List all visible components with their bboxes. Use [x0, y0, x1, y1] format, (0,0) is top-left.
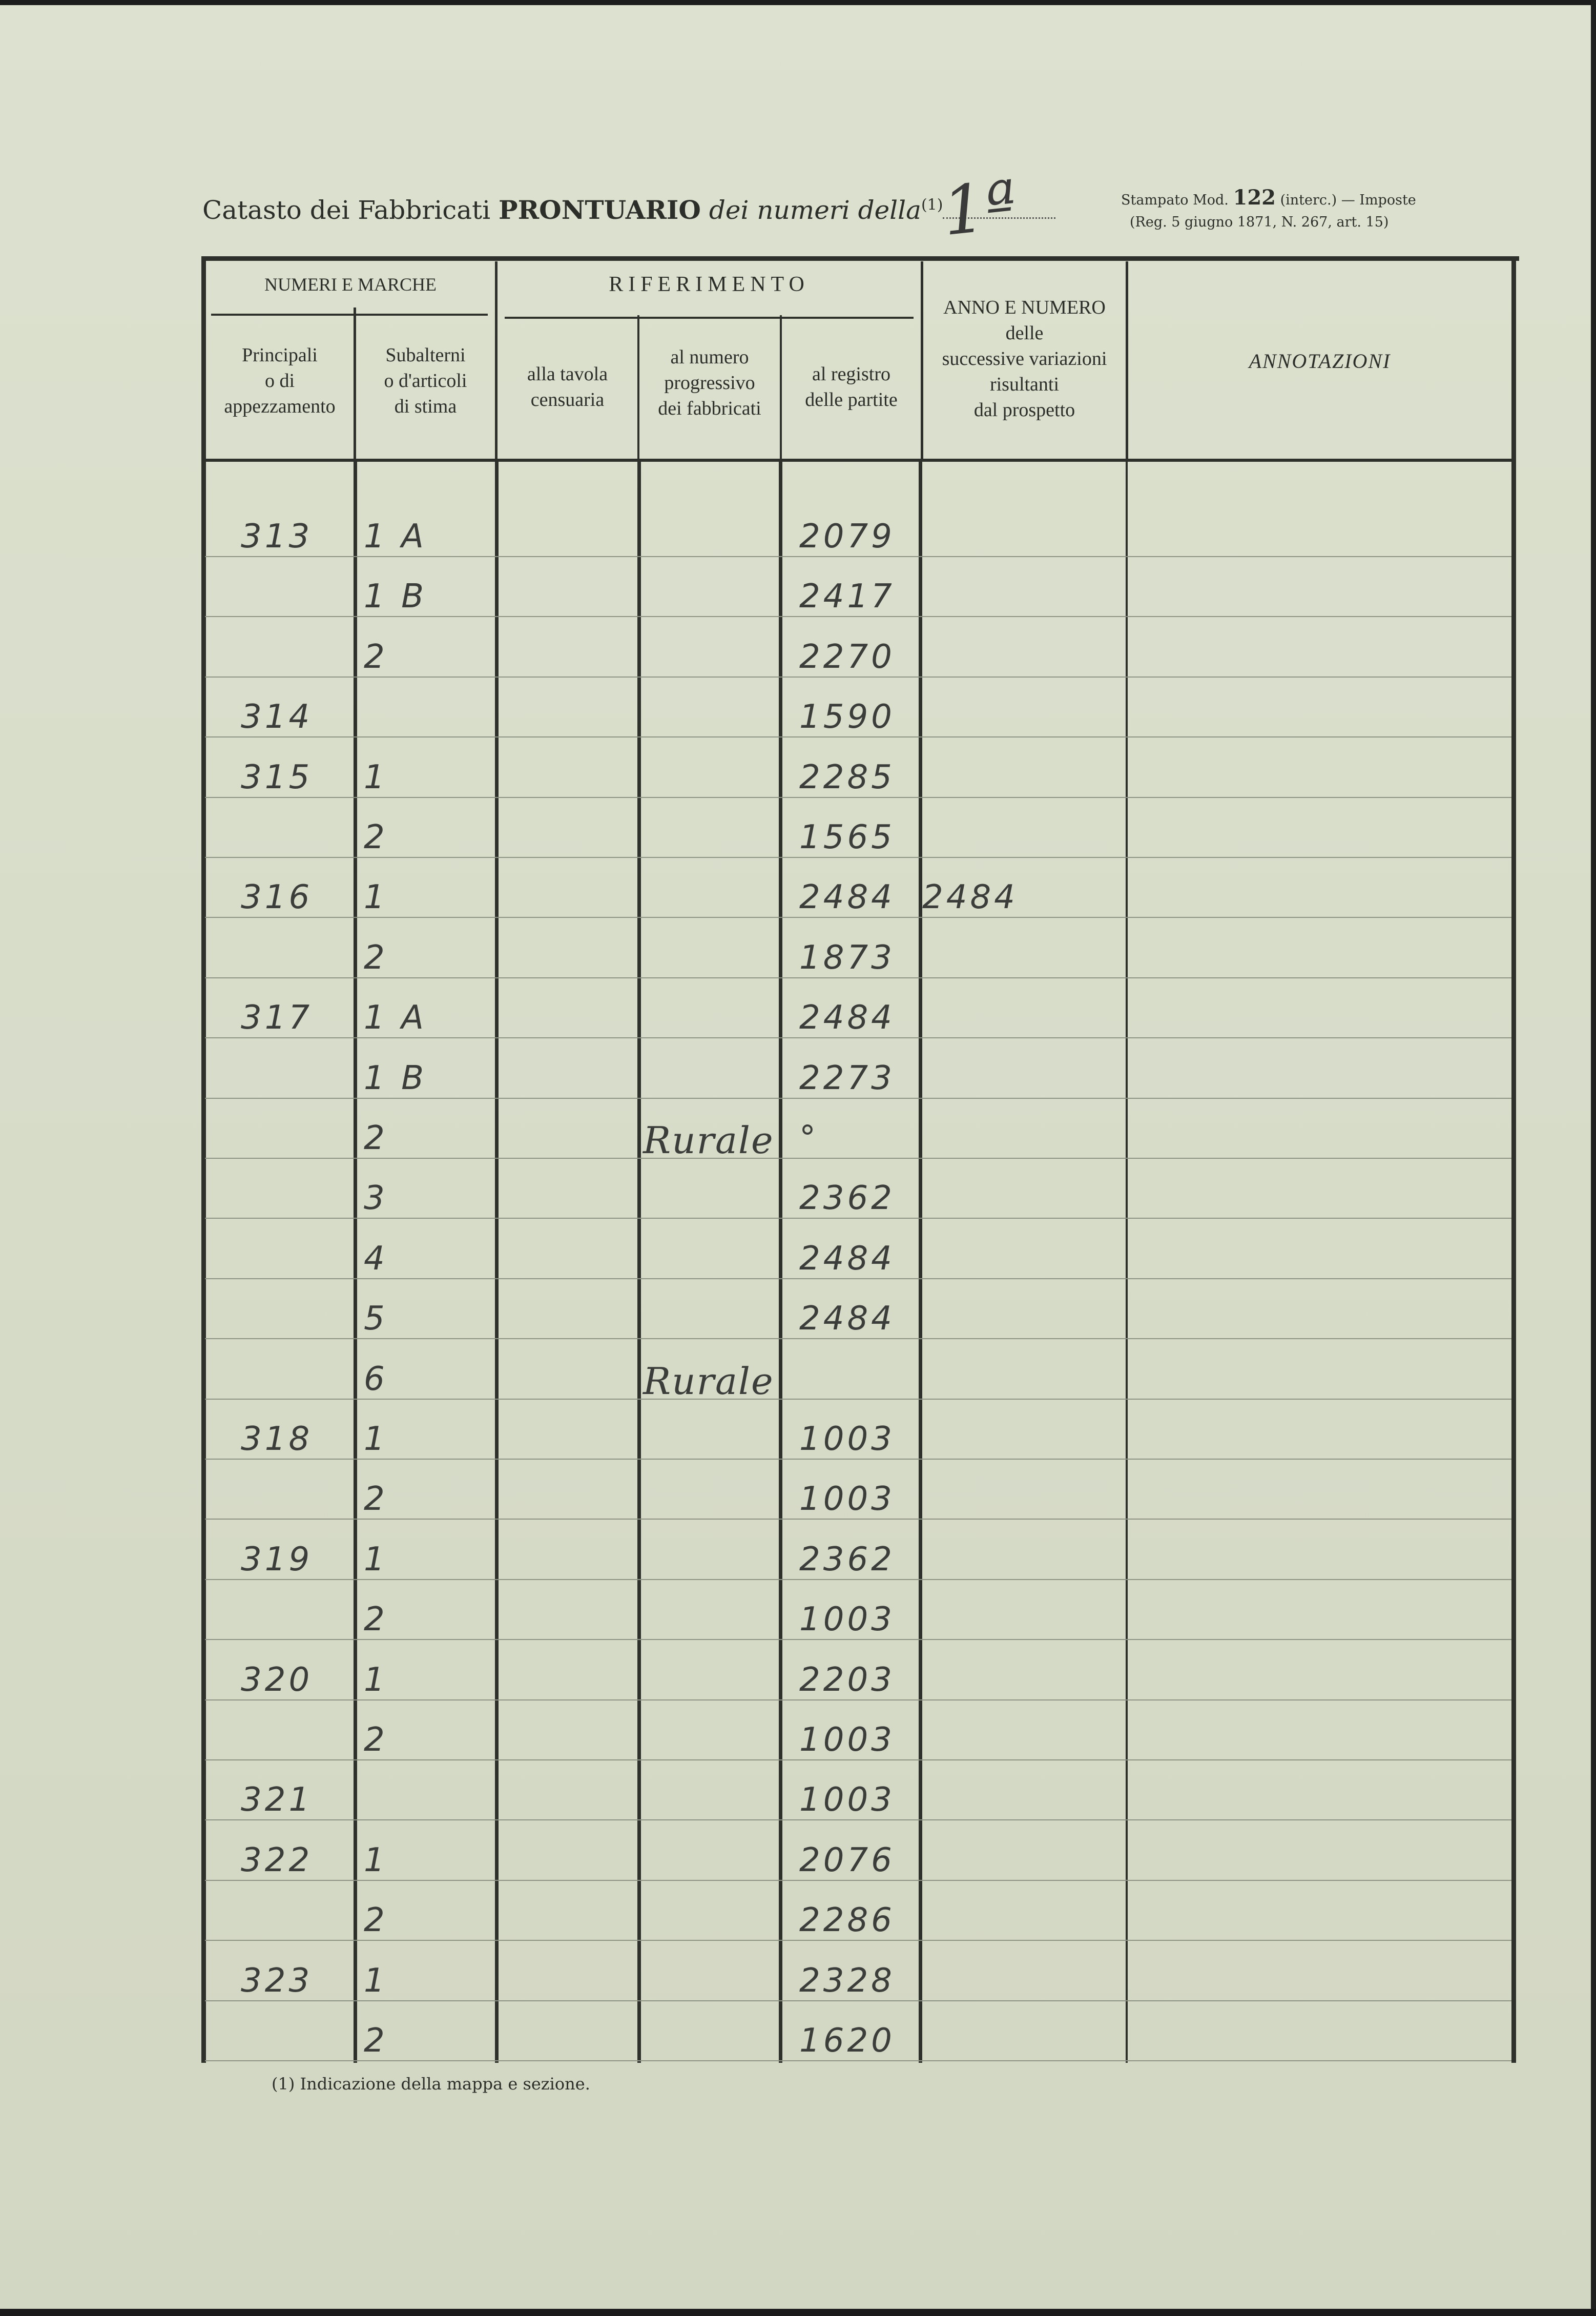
cell-registro: 2484: [799, 999, 895, 1037]
registro-line2: delle partite: [805, 389, 898, 411]
title-bold: PRONTUARIO: [499, 195, 701, 225]
cell-principale: 321: [241, 1781, 313, 1819]
cell-principale: 317: [241, 999, 313, 1037]
principali-line2: o di: [264, 370, 295, 392]
cell-principale: 323: [241, 1962, 313, 2000]
title-prefix: Catasto dei Fabbricati: [202, 195, 491, 225]
cell-registro: 1003: [799, 1420, 895, 1458]
cell-principale: 315: [241, 759, 313, 796]
row-rule: [205, 1218, 1511, 1219]
cell-subalterno: 2: [364, 1119, 388, 1157]
anno-line4: risultanti: [989, 374, 1060, 395]
footnote: (1) Indicazione della mappa e sezione.: [272, 2074, 590, 2094]
cell-registro: 2484: [799, 1240, 895, 1278]
row-rule: [205, 917, 1511, 918]
cell-subalterno: 2: [364, 939, 388, 977]
cell-subalterno: 1 A: [364, 518, 427, 556]
cell-registro: 2270: [799, 638, 895, 676]
cell-subalterno: 1 B: [364, 1059, 427, 1097]
cell-variazioni: 2484: [922, 878, 1018, 916]
row-rule: [205, 2060, 1511, 2061]
cell-registro: 2417: [799, 578, 895, 616]
title-note: (1): [921, 196, 943, 214]
row-rule: [205, 1579, 1511, 1580]
form-title: [202, 195, 1055, 225]
cell-registro: 1620: [799, 2022, 895, 2060]
title-italic: dei numeri della: [709, 195, 921, 225]
registro-line1: al registro: [812, 363, 890, 385]
row-rule: [205, 736, 1511, 737]
col-sep-tavola-body: [637, 461, 641, 2063]
table-left-border: [201, 256, 206, 2063]
row-rule: [205, 1519, 1511, 1520]
annotazioni-header: ANNOTAZIONI: [1249, 350, 1391, 373]
subalterni-header: [356, 342, 495, 419]
cell-principale: 318: [241, 1420, 313, 1458]
cell-subalterno: 6: [364, 1360, 388, 1398]
row-rule: [205, 1639, 1511, 1640]
cell-subalterno: 1: [364, 1841, 388, 1879]
row-rule: [205, 977, 1511, 978]
cell-subalterno: 4: [364, 1240, 388, 1278]
anno-line2: delle: [1005, 322, 1044, 344]
row-rule: [205, 1037, 1511, 1038]
cell-principale: 319: [241, 1541, 313, 1579]
row-rule: [205, 2000, 1511, 2001]
cell-registro: 1003: [799, 1601, 895, 1638]
cell-principale: 313: [241, 518, 313, 556]
cell-subalterno: 2: [364, 1901, 388, 1939]
cell-subalterno: 1: [364, 878, 388, 916]
col-sep-progressivo-body: [779, 461, 782, 2063]
cell-subalterno: 2: [364, 638, 388, 676]
anno-line1: ANNO E NUMERO: [943, 297, 1106, 318]
cell-principale: 316: [241, 878, 313, 916]
row-rule: [205, 677, 1511, 678]
principali-header: [206, 342, 354, 419]
tavola-header: [498, 361, 637, 413]
cell-registro: 2076: [799, 1841, 895, 1879]
cell-registro: 1003: [799, 1480, 895, 1518]
anno-header: [923, 295, 1126, 423]
cell-registro: 1590: [799, 698, 895, 736]
row-rule: [205, 1399, 1511, 1400]
col-sep-anno-body: [1126, 461, 1128, 2063]
cell-subalterno: 1: [364, 1541, 388, 1579]
stampato-label: Stampato Mod.: [1121, 192, 1229, 208]
progressivo-header: [639, 344, 780, 421]
scan-edge-right: [1591, 0, 1596, 2316]
row-rule: [205, 1098, 1511, 1099]
cell-subalterno: 1 A: [364, 999, 427, 1037]
numeri-underline: [211, 314, 488, 316]
cell-registro: 1565: [799, 818, 895, 856]
row-rule: [205, 1819, 1511, 1820]
cell-registro: 2362: [799, 1179, 895, 1217]
row-rule: [205, 1459, 1511, 1460]
cell-registro: 2286: [799, 1901, 895, 1939]
subalterni-line2: o d'articoli: [384, 370, 467, 392]
row-rule: [205, 616, 1511, 617]
cell-registro: 2484: [799, 1300, 895, 1338]
cell-registro: 2362: [799, 1541, 895, 1579]
cell-subalterno: 2: [364, 1480, 388, 1518]
row-rule: [205, 797, 1511, 798]
cell-subalterno: 1: [364, 1661, 388, 1699]
subalterni-line3: di stima: [394, 396, 457, 417]
cell-principale: 322: [241, 1841, 313, 1879]
tavola-line2: censuaria: [530, 389, 605, 411]
cell-subalterno: 1: [364, 1962, 388, 2000]
cell-registro: 1873: [799, 939, 895, 977]
registro-header: [782, 361, 921, 413]
cell-registro: 2285: [799, 759, 895, 796]
row-rule: [205, 1278, 1511, 1279]
col-sep-principali-body: [354, 461, 357, 2063]
row-rule: [205, 1940, 1511, 1941]
cell-subalterno: 1: [364, 759, 388, 796]
cell-subalterno: 1: [364, 1420, 388, 1458]
table-right-border: [1511, 256, 1516, 2063]
riferimento-underline: [505, 317, 914, 319]
row-rule: [205, 1338, 1511, 1339]
cell-subalterno: 2: [364, 2022, 388, 2060]
model-number: 122: [1233, 186, 1276, 210]
anno-line5: dal prospetto: [973, 399, 1075, 421]
cell-progressivo: Rurale: [643, 1360, 774, 1403]
tavola-line1: alla tavola: [527, 363, 608, 385]
col-sep-subalterni-body: [495, 461, 499, 2063]
cell-principale: 320: [241, 1661, 313, 1699]
cell-subalterno: 2: [364, 1721, 388, 1759]
regulation-line: (Reg. 5 giugno 1871, N. 267, art. 15): [1130, 214, 1389, 230]
cell-subalterno: 5: [364, 1300, 388, 1338]
scan-edge-bottom: [0, 2309, 1596, 2316]
principali-line3: appezzamento: [224, 396, 336, 417]
riferimento-header: RIFERIMENTO: [609, 273, 810, 296]
cell-registro: 1003: [799, 1721, 895, 1759]
cell-registro: 2484: [799, 878, 895, 916]
stampato-line: [1121, 186, 1416, 210]
anno-line3: successive variazioni: [942, 348, 1107, 370]
table-top-border: [201, 256, 1519, 261]
row-rule: [205, 1699, 1511, 1700]
cell-principale: 314: [241, 698, 313, 736]
progressivo-line3: dei fabbricati: [658, 398, 761, 419]
cell-registro: 1003: [799, 1781, 895, 1819]
row-rule: [205, 1759, 1511, 1760]
cell-subalterno: 3: [364, 1179, 388, 1217]
cell-registro: 2328: [799, 1962, 895, 2000]
cell-registro: 2203: [799, 1661, 895, 1699]
col-sep-registro-body: [919, 461, 922, 2063]
cell-registro: °: [799, 1119, 819, 1157]
cell-progressivo: Rurale: [643, 1119, 774, 1162]
cell-registro: 2273: [799, 1059, 895, 1097]
cell-subalterno: 2: [364, 818, 388, 856]
header-bottom-border: [206, 459, 1515, 462]
cell-registro: 2079: [799, 518, 895, 556]
row-rule: [205, 857, 1511, 858]
subalterni-line1: Subalterni: [385, 344, 466, 366]
row-rule: [205, 1880, 1511, 1881]
row-rule: [205, 1158, 1511, 1159]
stampato-suffix: (interc.) — Imposte: [1280, 192, 1416, 208]
cell-subalterno: 2: [364, 1601, 388, 1638]
scan-edge-top: [0, 0, 1596, 5]
handwritten-section: 1ª: [939, 165, 1021, 251]
principali-line1: Principali: [242, 344, 318, 366]
progressivo-line2: progressivo: [664, 372, 755, 394]
progressivo-line1: al numero: [670, 346, 749, 368]
cell-subalterno: 1 B: [364, 578, 427, 616]
numeri-e-marche-header: NUMERI E MARCHE: [264, 274, 437, 295]
row-rule: [205, 556, 1511, 557]
